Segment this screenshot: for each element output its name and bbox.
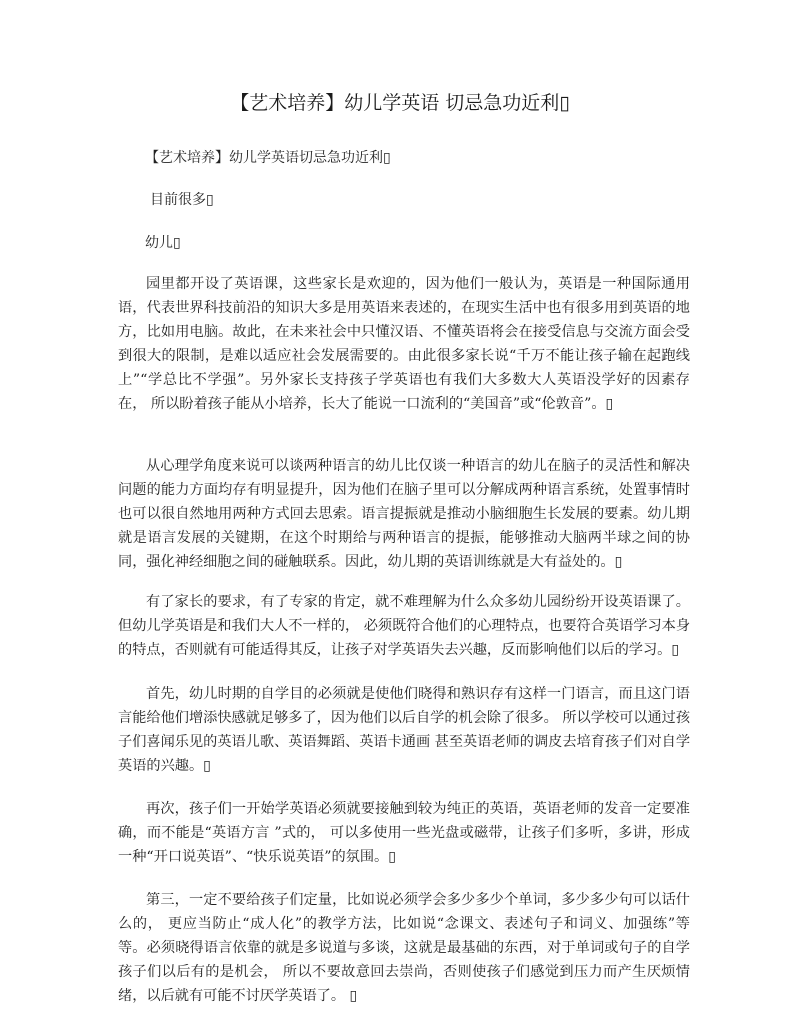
document-title: 【艺术培养】幼儿学英语 切忌急功近利▯ (230, 92, 570, 114)
document-subtitle: 【艺术培养】幼儿学英语切忌急功近利▯ (145, 150, 391, 166)
paragraph-6: 第三，一定不要给孩子们定量，比如说必须学会多少多少个单词，多少多少句可以话什么的， 更应当防止“成人化”的教学方法，比如说“念课文、表述句子和词义、加强练”等等。必须晓得语言依靠的就是多说道与多谈，这就是最基础的东西，对于单词或句子的自学孩子们以后有的是机会， 所以不要故意回去崇尚，否则使孩子们感觉到压力而产生厌烦情绪，以后就有可能不讨厌学英语了。 ▯ (118, 892, 690, 1004)
intro-line-2: 幼儿▯ (145, 235, 181, 251)
paragraph-2: 从心理学角度来说可以谈两种语言的幼儿比仅谈一种语言的幼儿在脑子的灵活性和解决问题的能力方面均存有明显提升，因为他们在脑子里可以分解成两种语言系统，处置事情时也可以很自然地用两种方式回去思索。语言提振就是推动小脑细胞生长发展的要素。幼儿期就是语言发展的关键期，在这个时期给与两种语言的提振，能够推动大脑两半球之间的协同，强化神经细胞之间的碰触联系。因此，幼儿期的英语训练就是大有益处的。▯ (118, 458, 690, 570)
paragraph-3: 有了家长的要求，有了专家的肯定，就不难理解为什么众多幼儿园纷纷开设英语课了。但幼儿学英语是和我们大人不一样的， 必须既符合他们的心理特点，也要符合英语学习本身的特点，否则就有可能适得其反，让孩子对学英语失去兴趣，反而影响他们以后的学习。▯ (118, 594, 691, 658)
intro-line-1: 目前很多▯ (150, 192, 214, 208)
paragraph-5: 再次，孩子们一开始学英语必须就要接触到较为纯正的英语，英语老师的发音一定要准确，而不能是“英语方言 ”式的， 可以多使用一些光盘或磁带，让孩子们多听，多讲，形成一种“开口说英语”、“快乐说英语”的氛围。▯ (118, 801, 690, 865)
paragraph-1: 园里都开设了英语课，这些家长是欢迎的，因为他们一般认为，英语是一种国际通用语，代表世界科技前沿的知识大多是用英语来表述的，在现实生活中也有很多用到英语的地方，比如用电脑。故此，在未来社会中只懂汉语、不懂英语将会在接受信息与交流方面会受到很大的限制，是难以适应社会发展需要的。由此很多家长说“千万不能让孩子输在起跑线上”“学总比不学强”。另外家长支持孩子学英语也有我们大多数大人英语没学好的因素存在， 所以盼着孩子能从小培养，长大了能说一口流利的“美国音”或“伦敦音”。▯ (118, 276, 690, 412)
paragraph-4: 首先，幼儿时期的自学目的必须就是使他们晓得和熟识存有这样一门语言，而且这门语言能给他们增添快感就足够多了，因为他们以后自学的机会除了很多。 所以学校可以通过孩子们喜闻乐见的英语儿歌、英语舞蹈、英语卡通画 甚至英语老师的调皮去培育孩子们对自学英语的兴趣。▯ (118, 686, 691, 774)
